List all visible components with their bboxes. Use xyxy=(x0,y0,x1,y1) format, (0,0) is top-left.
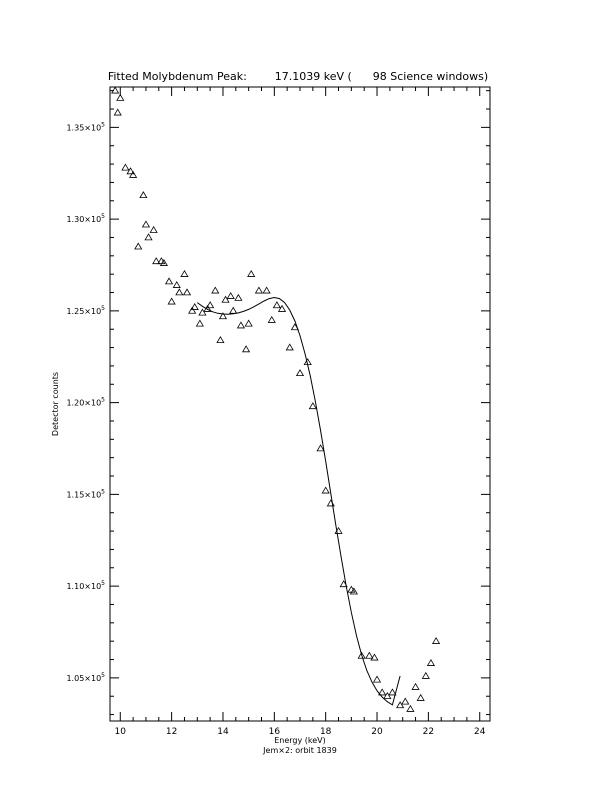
data-point xyxy=(433,638,440,644)
data-point xyxy=(184,289,191,295)
y-tick-label: $1.15\times 10^5$ xyxy=(66,488,105,500)
data-point xyxy=(248,271,255,277)
data-point xyxy=(176,289,183,295)
data-point xyxy=(422,673,429,679)
data-point xyxy=(150,227,157,233)
data-point xyxy=(207,302,214,308)
x-axis-label: Energy (keV) xyxy=(274,736,326,745)
data-point xyxy=(268,317,275,323)
data-points-group xyxy=(112,87,440,711)
data-point xyxy=(212,287,219,293)
data-point xyxy=(112,87,119,93)
data-point xyxy=(412,684,419,690)
data-point xyxy=(143,221,150,227)
x-tick-label: 16 xyxy=(268,727,281,737)
data-point xyxy=(235,295,242,301)
data-point xyxy=(366,652,373,658)
y-tick-label: $1.35\times 10^5$ xyxy=(66,121,105,133)
y-tick-label: $1.30\times 10^5$ xyxy=(66,213,105,225)
data-point xyxy=(168,298,175,304)
data-point xyxy=(374,676,381,682)
y-tick-label: $1.20\times 10^5$ xyxy=(66,396,105,408)
plot-frame xyxy=(110,87,490,721)
y-tick-label: $1.10\times 10^5$ xyxy=(66,580,105,592)
data-point xyxy=(256,287,263,293)
data-point xyxy=(173,282,180,288)
y-tick-label: $1.25\times 10^5$ xyxy=(66,304,105,316)
chart-title: Fitted Molybdenum Peak: 17.1039 keV ( 98 Science windows) xyxy=(107,70,489,83)
x-tick-label: 12 xyxy=(165,727,178,737)
data-point xyxy=(166,278,173,284)
data-point xyxy=(407,706,414,712)
chart-subtitle: Jem×2: orbit 1839 xyxy=(263,746,337,755)
fit-curve-group xyxy=(197,298,400,705)
data-point xyxy=(286,344,293,350)
x-tick-label: 18 xyxy=(319,727,332,737)
data-point xyxy=(145,234,152,240)
x-tick-label: 24 xyxy=(474,727,486,737)
data-point xyxy=(309,403,316,409)
data-point xyxy=(217,337,224,343)
y-axis-label: Detector counts xyxy=(51,371,60,437)
data-point xyxy=(263,287,270,293)
plot-border xyxy=(110,87,490,721)
y-tick-label: $1.05\times 10^5$ xyxy=(66,671,105,683)
data-point xyxy=(114,109,121,115)
x-tick-label: 10 xyxy=(114,727,126,737)
data-point xyxy=(245,320,252,326)
data-point xyxy=(181,271,188,277)
x-tick-label: 14 xyxy=(217,727,229,737)
data-point xyxy=(238,322,245,328)
x-tick-label: 22 xyxy=(422,727,435,737)
fit-curve xyxy=(197,298,400,705)
axis-ticks xyxy=(110,87,490,721)
data-point xyxy=(273,302,280,308)
data-point xyxy=(135,243,142,249)
data-point xyxy=(402,698,409,704)
data-point xyxy=(122,164,129,170)
data-point xyxy=(196,320,203,326)
data-point xyxy=(243,346,250,352)
data-point xyxy=(227,293,234,299)
data-point xyxy=(230,307,237,313)
data-point xyxy=(428,660,435,666)
data-point xyxy=(417,695,424,701)
x-tick-label: 20 xyxy=(371,727,383,737)
data-point xyxy=(327,500,334,506)
tick-labels xyxy=(66,121,485,737)
data-point xyxy=(322,487,329,493)
data-point xyxy=(191,304,198,310)
data-point xyxy=(297,370,304,376)
data-point xyxy=(140,192,147,198)
